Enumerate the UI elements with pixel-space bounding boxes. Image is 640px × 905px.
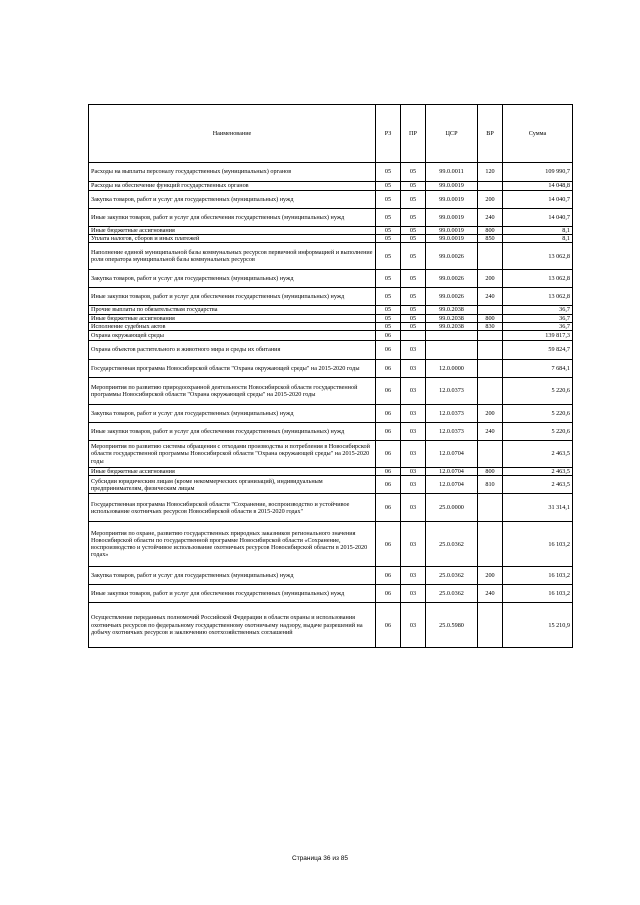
cell-csr: 99.0.0026 <box>426 270 478 288</box>
cell-rz: 05 <box>376 163 401 182</box>
cell-csr: 12.0.0373 <box>426 405 478 423</box>
cell-pr: 05 <box>401 235 426 243</box>
cell-pr: 03 <box>401 423 426 441</box>
cell-name: Иные закупки товаров, работ и услуг для обеспечения государственных (муниципальных) нужд <box>89 209 376 227</box>
cell-csr: 12.0.0000 <box>426 360 478 378</box>
cell-rz: 05 <box>376 270 401 288</box>
cell-pr: 05 <box>401 243 426 270</box>
cell-rz: 06 <box>376 441 401 468</box>
cell-rz: 06 <box>376 331 401 341</box>
cell-csr: 99.0.0026 <box>426 243 478 270</box>
cell-name: Мероприятия по развитию природоохранной деятельности Новосибирской области государственной программы Новосибирской области "Охрана окружающей среды" на 2015-2020 годы <box>89 378 376 405</box>
table-row <box>89 182 573 191</box>
cell-vr: 800 <box>478 227 503 235</box>
cell-vr: 240 <box>478 423 503 441</box>
cell-pr: 03 <box>401 360 426 378</box>
table-row <box>89 341 573 360</box>
cell-rz: 06 <box>376 405 401 423</box>
cell-name: Закупка товаров, работ и услуг для государственных (муниципальных) нужд <box>89 405 376 423</box>
cell-rz: 05 <box>376 227 401 235</box>
cell-name: Расходы на выплаты персоналу государственных (муниципальных) органов <box>89 163 376 182</box>
cell-rz: 06 <box>376 341 401 360</box>
cell-csr: 99.0.0011 <box>426 163 478 182</box>
cell-name: Иные бюджетные ассигнования <box>89 468 376 476</box>
table-row <box>89 567 573 585</box>
cell-rz: 06 <box>376 468 401 476</box>
cell-rz: 05 <box>376 182 401 191</box>
cell-vr <box>478 603 503 648</box>
table-row <box>89 331 573 341</box>
cell-name: Мероприятия по охране, развитию государственных природных заказников регионального значения Новосибирской области по государственной программе Новосибирской области «Сохранение, воспроизводство и устойчивое использование охотничьих ресурсов Новосибирской области в 2015-2020 годах» <box>89 522 376 567</box>
cell-name: Государственная программа Новосибирской области "Охрана окружающей среды" на 2015-2020 годы <box>89 360 376 378</box>
cell-name: Охрана окружающей среды <box>89 331 376 341</box>
cell-sum: 16 103,2 <box>503 522 573 567</box>
table-row <box>89 227 573 235</box>
cell-csr: 12.0.0373 <box>426 378 478 405</box>
cell-name: Иные закупки товаров, работ и услуг для обеспечения государственных (муниципальных) нужд <box>89 288 376 306</box>
cell-sum: 139 817,3 <box>503 331 573 341</box>
cell-vr: 830 <box>478 322 503 330</box>
cell-name: Закупка товаров, работ и услуг для государственных (муниципальных) нужд <box>89 191 376 209</box>
cell-vr <box>478 243 503 270</box>
cell-csr <box>426 331 478 341</box>
cell-sum: 36,7 <box>503 306 573 314</box>
cell-rz: 05 <box>376 191 401 209</box>
cell-vr: 240 <box>478 585 503 603</box>
cell-csr: 25.0.0362 <box>426 585 478 603</box>
header-rz: РЗ <box>376 105 401 163</box>
cell-csr: 99.0.0019 <box>426 227 478 235</box>
header-name: Наименование <box>89 105 376 163</box>
cell-rz: 05 <box>376 243 401 270</box>
cell-sum: 13 062,8 <box>503 243 573 270</box>
page-footer: Страница 36 из 85 <box>292 855 348 862</box>
table-row <box>89 522 573 567</box>
cell-name: Субсидии юридическим лицам (кроме некоммерческих организаций), индивидуальным предпринимателям, физическим лицам <box>89 476 376 494</box>
cell-pr: 03 <box>401 567 426 585</box>
cell-sum: 15 210,9 <box>503 603 573 648</box>
cell-vr <box>478 378 503 405</box>
cell-csr <box>426 341 478 360</box>
table-row <box>89 405 573 423</box>
cell-vr <box>478 494 503 522</box>
cell-pr: 05 <box>401 314 426 322</box>
cell-rz: 06 <box>376 378 401 405</box>
cell-rz: 06 <box>376 494 401 522</box>
cell-sum: 7 684,1 <box>503 360 573 378</box>
cell-rz: 06 <box>376 567 401 585</box>
cell-csr: 25.0.0362 <box>426 522 478 567</box>
cell-name: Охрана объектов растительного и животного мира и среды их обитания <box>89 341 376 360</box>
cell-sum: 14 048,8 <box>503 182 573 191</box>
cell-name: Закупка товаров, работ и услуг для государственных (муниципальных) нужд <box>89 270 376 288</box>
cell-pr: 05 <box>401 182 426 191</box>
cell-csr: 99.0.0019 <box>426 182 478 191</box>
header-csr: ЦСР <box>426 105 478 163</box>
cell-pr: 05 <box>401 322 426 330</box>
cell-vr: 200 <box>478 270 503 288</box>
cell-sum: 16 103,2 <box>503 585 573 603</box>
cell-rz: 05 <box>376 235 401 243</box>
cell-vr <box>478 441 503 468</box>
cell-name: Иные бюджетные ассигнования <box>89 227 376 235</box>
cell-pr: 03 <box>401 468 426 476</box>
cell-pr: 03 <box>401 494 426 522</box>
table-row <box>89 423 573 441</box>
cell-pr: 05 <box>401 163 426 182</box>
cell-sum: 14 040,7 <box>503 209 573 227</box>
table-row <box>89 441 573 468</box>
cell-vr: 800 <box>478 314 503 322</box>
cell-rz: 05 <box>376 306 401 314</box>
cell-csr: 99.0.0019 <box>426 209 478 227</box>
cell-csr: 25.0.0000 <box>426 494 478 522</box>
cell-csr: 99.0.0019 <box>426 235 478 243</box>
cell-pr: 03 <box>401 378 426 405</box>
cell-pr: 03 <box>401 476 426 494</box>
cell-pr: 05 <box>401 191 426 209</box>
cell-sum: 8,1 <box>503 235 573 243</box>
cell-sum: 14 040,7 <box>503 191 573 209</box>
table-row <box>89 191 573 209</box>
cell-rz: 06 <box>376 522 401 567</box>
cell-pr: 05 <box>401 227 426 235</box>
budget-table <box>88 104 573 648</box>
table-row <box>89 603 573 648</box>
cell-vr <box>478 522 503 567</box>
cell-pr: 03 <box>401 603 426 648</box>
cell-vr: 240 <box>478 288 503 306</box>
cell-rz: 05 <box>376 314 401 322</box>
cell-pr: 03 <box>401 405 426 423</box>
cell-sum: 8,1 <box>503 227 573 235</box>
cell-name: Уплата налогов, сборов и иных платежей <box>89 235 376 243</box>
cell-sum: 13 062,8 <box>503 288 573 306</box>
cell-vr: 200 <box>478 405 503 423</box>
cell-vr <box>478 306 503 314</box>
table-body <box>89 163 573 648</box>
cell-name: Исполнение судебных актов <box>89 322 376 330</box>
cell-pr: 03 <box>401 585 426 603</box>
cell-csr: 12.0.0704 <box>426 468 478 476</box>
cell-pr: 03 <box>401 341 426 360</box>
table-row <box>89 270 573 288</box>
header-vr: ВР <box>478 105 503 163</box>
cell-name: Иные закупки товаров, работ и услуг для обеспечения государственных (муниципальных) нужд <box>89 585 376 603</box>
table-header-row <box>89 105 573 163</box>
cell-rz: 06 <box>376 360 401 378</box>
table-row <box>89 209 573 227</box>
cell-rz: 05 <box>376 209 401 227</box>
header-pr: ПР <box>401 105 426 163</box>
cell-vr: 850 <box>478 235 503 243</box>
cell-csr: 99.0.2038 <box>426 314 478 322</box>
cell-pr <box>401 331 426 341</box>
table-row <box>89 585 573 603</box>
cell-csr: 12.0.0704 <box>426 476 478 494</box>
cell-pr: 03 <box>401 522 426 567</box>
cell-name: Наполнение единой муниципальной базы коммунальных ресурсов первичной информацией и выполнение роли оператора муниципальной базы коммунальных ресурсов <box>89 243 376 270</box>
cell-name: Расходы на обеспечение функций государственных органов <box>89 182 376 191</box>
cell-sum: 2 463,5 <box>503 441 573 468</box>
table-row <box>89 494 573 522</box>
cell-csr: 99.0.2038 <box>426 322 478 330</box>
table-row <box>89 322 573 330</box>
table-row <box>89 476 573 494</box>
cell-sum: 59 824,7 <box>503 341 573 360</box>
cell-vr: 200 <box>478 567 503 585</box>
cell-rz: 06 <box>376 423 401 441</box>
cell-sum: 36,7 <box>503 322 573 330</box>
cell-sum: 5 220,6 <box>503 405 573 423</box>
cell-sum: 5 220,6 <box>503 378 573 405</box>
cell-rz: 06 <box>376 603 401 648</box>
cell-csr: 99.0.0019 <box>426 191 478 209</box>
table-row <box>89 314 573 322</box>
cell-vr: 120 <box>478 163 503 182</box>
header-sum: Сумма <box>503 105 573 163</box>
table-row <box>89 235 573 243</box>
cell-name: Прочие выплаты по обязательствам государства <box>89 306 376 314</box>
cell-sum: 13 062,8 <box>503 270 573 288</box>
cell-vr: 810 <box>478 476 503 494</box>
cell-rz: 06 <box>376 585 401 603</box>
cell-name: Закупка товаров, работ и услуг для государственных (муниципальных) нужд <box>89 567 376 585</box>
cell-csr: 25.0.5980 <box>426 603 478 648</box>
cell-pr: 05 <box>401 209 426 227</box>
cell-csr: 12.0.0704 <box>426 441 478 468</box>
cell-name: Мероприятия по развитию системы обращения с отходами производства и потребления в Новосибирской области государственной программы Новосибирской области "Охрана окружающей среды" на 2015-2020 годы <box>89 441 376 468</box>
cell-name: Иные бюджетные ассигнования <box>89 314 376 322</box>
table-row <box>89 163 573 182</box>
table-row <box>89 288 573 306</box>
cell-sum: 2 463,5 <box>503 476 573 494</box>
cell-csr: 99.0.2038 <box>426 306 478 314</box>
table-row <box>89 360 573 378</box>
table-row <box>89 306 573 314</box>
cell-vr: 200 <box>478 191 503 209</box>
cell-rz: 05 <box>376 288 401 306</box>
cell-name: Государственная программа Новосибирской области "Сохранение, воспроизводство и устойчивое использование охотничьих ресурсов Новосибирской области в 2015-2020 годах" <box>89 494 376 522</box>
cell-vr <box>478 360 503 378</box>
cell-pr: 05 <box>401 288 426 306</box>
table-row <box>89 468 573 476</box>
cell-sum: 2 463,5 <box>503 468 573 476</box>
cell-pr: 05 <box>401 306 426 314</box>
cell-sum: 16 103,2 <box>503 567 573 585</box>
cell-vr <box>478 331 503 341</box>
cell-sum: 5 220,6 <box>503 423 573 441</box>
table-row <box>89 243 573 270</box>
cell-csr: 12.0.0373 <box>426 423 478 441</box>
cell-csr: 25.0.0362 <box>426 567 478 585</box>
cell-name: Иные закупки товаров, работ и услуг для обеспечения государственных (муниципальных) нужд <box>89 423 376 441</box>
cell-rz: 05 <box>376 322 401 330</box>
cell-vr: 240 <box>478 209 503 227</box>
cell-sum: 109 990,7 <box>503 163 573 182</box>
cell-vr: 800 <box>478 468 503 476</box>
cell-csr: 99.0.0026 <box>426 288 478 306</box>
cell-pr: 05 <box>401 270 426 288</box>
cell-rz: 06 <box>376 476 401 494</box>
cell-vr <box>478 182 503 191</box>
cell-sum: 31 314,1 <box>503 494 573 522</box>
cell-vr <box>478 341 503 360</box>
cell-pr: 03 <box>401 441 426 468</box>
cell-name: Осуществление переданных полномочий Российской Федерации в области охраны и использования охотничьих ресурсов по федеральному государственному охотничьему надзору, выдаче разрешений на добычу охотничьих ресурсов и заключению охотхозяйственных соглашений <box>89 603 376 648</box>
table-row <box>89 378 573 405</box>
cell-sum: 36,7 <box>503 314 573 322</box>
